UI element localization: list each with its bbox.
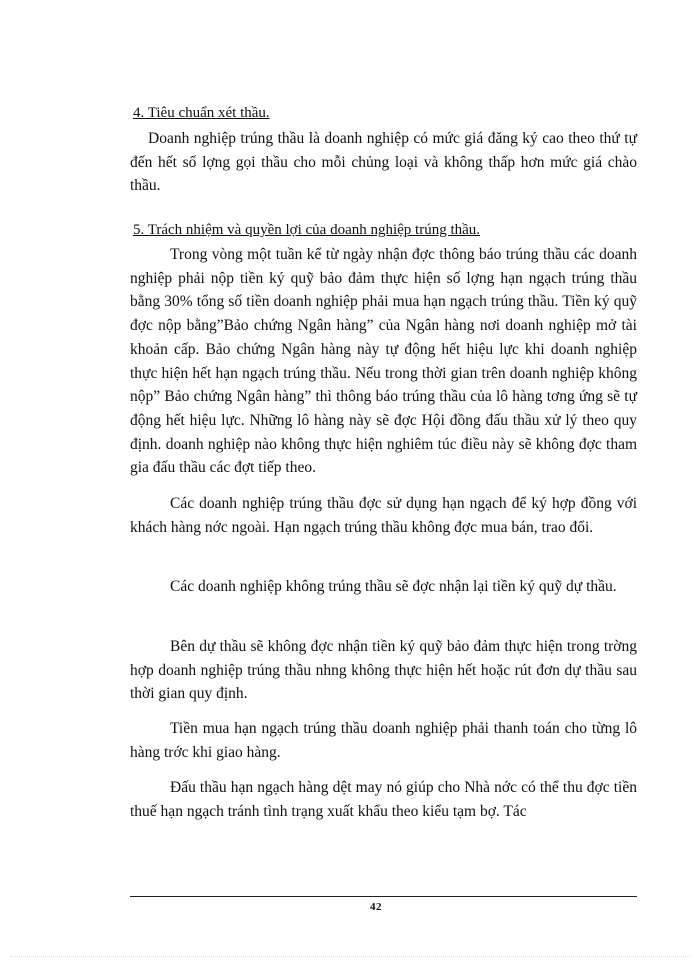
paragraph: Các doanh nghiệp không trúng thầu sẽ đợc nhận lại tiền ký quỹ dự thầu.	[170, 578, 617, 595]
paragraph: Bên dự thầu sẽ không đợc nhận tiền ký quỹ bảo đảm thực hiện trong trờng hợp doanh nghiệp trúng thầu nhng không thực hiện hết hoặc rút đơn dự thầu sau thời gian quy định.	[130, 638, 637, 703]
page-number: 42	[370, 901, 382, 913]
paragraph: Các doanh nghiệp trúng thầu đợc sử dụng hạn ngạch để ký hợp đồng với khách hàng nớc ngoài. Hạn ngạch trúng thầu không đợc mua bán, trao đổi.	[130, 495, 637, 536]
section-heading-criteria: 4. Tiêu chuẩn xét thầu.	[133, 105, 270, 121]
paragraph: Tiền mua hạn ngạch trúng thầu doanh nghiệp phải thanh toán cho từng lô hàng trớc khi giao hàng.	[130, 720, 637, 761]
paragraph: Đấu thầu hạn ngạch hàng dệt may nó giúp cho Nhà nớc có thể thu đợc tiền thuế hạn ngạch tránh tình trạng xuất khẩu theo kiểu tạm bợ. Tác	[130, 779, 637, 820]
paragraph: Doanh nghiệp trúng thầu là doanh nghiệp có mức giá đăng ký cao theo thứ tự đến hết số lợng gọi thầu cho mỗi chủng loại và không thấp hơn mức giá chào thầu.	[130, 130, 637, 195]
page-bottom-border	[10, 956, 690, 957]
section-heading-responsibilities: 5. Trách nhiệm và quyền lợi của doanh nghiệp trúng thầu.	[133, 222, 481, 238]
footer-divider	[130, 896, 637, 897]
paragraph: Trong vòng một tuần kể từ ngày nhận đợc thông báo trúng thầu các doanh nghiệp phải nộp tiền ký quỹ bảo đảm thực hiện số lợng hạn ngạch trúng thầu bằng 30% tổng số tiền doanh nghiệp phải mua hạn ngạch trúng thầu. Tiền ký quỹ đợc nộp bằng”Bảo chứng Ngân hàng” của Ngân hàng nơi doanh nghiệp mở tài khoản cấp. Bảo chứng Ngân hàng này tự động hết hiệu lực khi doanh nghiệp thực hiện hết hạn ngạch trúng thầu. Nếu trong thời gian trên doanh nghiệp không nộp” Bảo chứng Ngân hàng” thì thông báo trúng thầu của lô hàng tơng ứng sẽ tự động hết hiệu lực. Những lô hàng này sẽ đợc Hội đồng đấu thầu xử lý theo quy định. doanh nghiệp nào không thực hiện nghiêm túc điều này sẽ không đợc tham gia đấu thầu các đợt tiếp theo.	[130, 246, 637, 477]
